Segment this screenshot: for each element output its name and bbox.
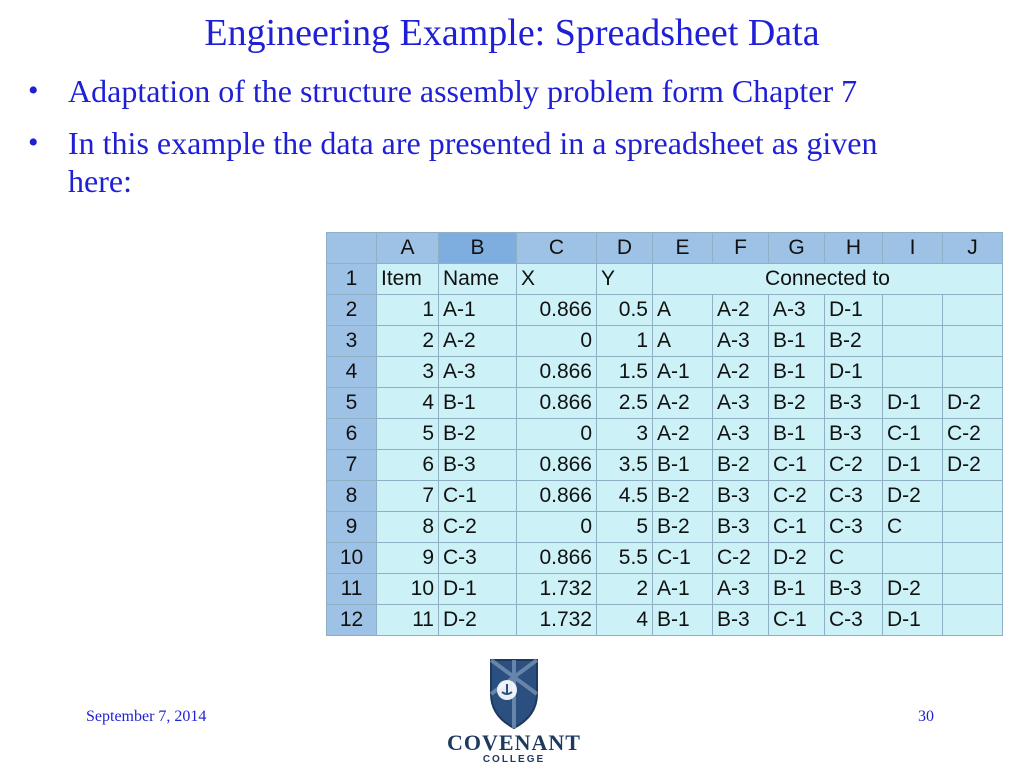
cell-item[interactable]: 4 [377, 388, 439, 419]
cell-x[interactable]: 0 [517, 326, 597, 357]
cell-item[interactable]: 7 [377, 481, 439, 512]
page-number: 30 [918, 708, 934, 725]
cell-connected[interactable]: A-3 [713, 388, 769, 419]
cell-item[interactable]: 3 [377, 357, 439, 388]
cell-x[interactable]: 0.866 [517, 481, 597, 512]
cell-name[interactable]: A-2 [439, 326, 517, 357]
cell-name[interactable]: C-1 [439, 481, 517, 512]
cell-connected[interactable]: D-1 [883, 605, 943, 636]
cell-name[interactable]: A-3 [439, 357, 517, 388]
bullet-item [28, 72, 968, 110]
cell-x[interactable]: 1.732 [517, 574, 597, 605]
cell-connected[interactable]: B-3 [825, 574, 883, 605]
cell-connected[interactable]: A-2 [653, 419, 713, 450]
cell-connected[interactable]: C [883, 512, 943, 543]
cell-connected[interactable]: A-2 [713, 357, 769, 388]
cell-connected[interactable] [943, 543, 1003, 574]
bullet-list [28, 72, 968, 214]
cell-connected[interactable]: A-3 [713, 326, 769, 357]
table-row [327, 264, 1003, 295]
table-row [327, 605, 1003, 636]
cell-connected[interactable] [943, 326, 1003, 357]
slide-title: Engineering Example: Spreadsheet Data [204, 12, 820, 54]
cell-connected[interactable]: C-3 [825, 512, 883, 543]
cell-connected[interactable]: A-3 [769, 295, 825, 326]
column-header-c[interactable]: C [517, 233, 597, 264]
row-number[interactable]: 11 [327, 574, 377, 605]
cell-name[interactable]: B-1 [439, 388, 517, 419]
cell-connected[interactable] [943, 357, 1003, 388]
cell-connected[interactable]: C-1 [769, 605, 825, 636]
spreadsheet-table [326, 232, 1003, 636]
cell-item[interactable]: 6 [377, 450, 439, 481]
cell-connected[interactable]: B-1 [769, 357, 825, 388]
table-row [327, 574, 1003, 605]
cell-x[interactable]: 0.866 [517, 388, 597, 419]
column-header-j[interactable]: J [943, 233, 1003, 264]
cell-connected[interactable]: D-2 [883, 481, 943, 512]
cell-item[interactable]: 1 [377, 295, 439, 326]
cell-name[interactable]: B-2 [439, 419, 517, 450]
cell-y[interactable]: 5.5 [597, 543, 653, 574]
bullet-dot-icon: • [28, 126, 39, 159]
cell-connected[interactable]: C-2 [943, 419, 1003, 450]
cell-connected[interactable]: B-2 [769, 388, 825, 419]
cell-connected[interactable]: C-1 [769, 512, 825, 543]
bullet-item [28, 124, 948, 200]
cell-connected[interactable] [883, 326, 943, 357]
row-number[interactable]: 8 [327, 481, 377, 512]
college-logo [444, 656, 584, 766]
column-header-d[interactable]: D [597, 233, 653, 264]
cell-connected[interactable]: C-3 [825, 605, 883, 636]
cell-connected[interactable]: D-2 [943, 450, 1003, 481]
cell-header-item[interactable]: Item [377, 264, 439, 295]
cell-y[interactable]: 3.5 [597, 450, 653, 481]
cell-connected[interactable]: B-3 [713, 512, 769, 543]
cell-connected[interactable]: B-1 [769, 419, 825, 450]
cell-item[interactable]: 11 [377, 605, 439, 636]
cell-connected[interactable]: A-1 [653, 357, 713, 388]
cell-x[interactable]: 0.866 [517, 450, 597, 481]
column-header-e[interactable]: E [653, 233, 713, 264]
cell-connected[interactable]: C-2 [825, 450, 883, 481]
table-row [327, 388, 1003, 419]
row-number[interactable]: 10 [327, 543, 377, 574]
logo-wordmark: COVENANT [447, 730, 581, 755]
cell-item[interactable]: 9 [377, 543, 439, 574]
cell-y[interactable]: 4.5 [597, 481, 653, 512]
cell-connected[interactable]: C-1 [653, 543, 713, 574]
cell-connected[interactable] [943, 481, 1003, 512]
cell-connected[interactable]: D-1 [825, 357, 883, 388]
cell-header-connected[interactable]: Connected to [653, 264, 1003, 295]
cell-y[interactable]: 4 [597, 605, 653, 636]
cell-item[interactable]: 8 [377, 512, 439, 543]
row-number[interactable]: 6 [327, 419, 377, 450]
cell-name[interactable]: C-3 [439, 543, 517, 574]
cell-connected[interactable]: D-1 [883, 388, 943, 419]
table-row [327, 357, 1003, 388]
cell-x[interactable]: 0.866 [517, 543, 597, 574]
table-row [327, 543, 1003, 574]
cell-item[interactable]: 10 [377, 574, 439, 605]
cell-connected[interactable]: D-2 [769, 543, 825, 574]
cell-item[interactable]: 5 [377, 419, 439, 450]
shield-icon [444, 656, 584, 732]
column-header-a[interactable]: A [377, 233, 439, 264]
row-number[interactable]: 12 [327, 605, 377, 636]
cell-connected[interactable] [943, 574, 1003, 605]
cell-connected[interactable]: C-2 [713, 543, 769, 574]
cell-connected[interactable] [943, 605, 1003, 636]
cell-connected[interactable] [943, 295, 1003, 326]
cell-connected[interactable]: A-1 [653, 574, 713, 605]
row-number[interactable]: 4 [327, 357, 377, 388]
table-row [327, 419, 1003, 450]
cell-name[interactable]: C-2 [439, 512, 517, 543]
table-row [327, 481, 1003, 512]
cell-connected[interactable] [883, 357, 943, 388]
cell-connected[interactable] [943, 512, 1003, 543]
cell-y[interactable]: 1.5 [597, 357, 653, 388]
column-header-b[interactable]: B [439, 233, 517, 264]
cell-item[interactable]: 2 [377, 326, 439, 357]
cell-connected[interactable]: B-2 [713, 450, 769, 481]
cell-connected[interactable]: C [825, 543, 883, 574]
cell-y[interactable]: 2.5 [597, 388, 653, 419]
cell-connected[interactable]: B-2 [653, 512, 713, 543]
cell-connected[interactable]: C-1 [769, 450, 825, 481]
column-header-g[interactable]: G [769, 233, 825, 264]
select-all-corner[interactable] [327, 233, 377, 264]
cell-x[interactable]: 0 [517, 512, 597, 543]
row-number[interactable]: 5 [327, 388, 377, 419]
cell-name[interactable]: D-1 [439, 574, 517, 605]
bullet-text: Adaptation of the structure assembly problem form Chapter 7 [68, 73, 858, 109]
cell-connected[interactable] [883, 543, 943, 574]
cell-connected[interactable]: D-1 [883, 450, 943, 481]
row-number[interactable]: 1 [327, 264, 377, 295]
cell-header-x[interactable]: X [517, 264, 597, 295]
cell-connected[interactable]: D-2 [943, 388, 1003, 419]
table-row [327, 295, 1003, 326]
cell-connected[interactable]: A-2 [653, 388, 713, 419]
bullet-text: In this example the data are presented in a spreadsheet as given here: [68, 125, 878, 199]
column-header-i[interactable]: I [883, 233, 943, 264]
column-header-h[interactable]: H [825, 233, 883, 264]
cell-y[interactable]: 0.5 [597, 295, 653, 326]
cell-connected[interactable] [883, 295, 943, 326]
cell-connected[interactable]: A-3 [713, 574, 769, 605]
cell-y[interactable]: 2 [597, 574, 653, 605]
cell-connected[interactable]: C-1 [883, 419, 943, 450]
cell-header-name[interactable]: Name [439, 264, 517, 295]
cell-name[interactable]: D-2 [439, 605, 517, 636]
row-number[interactable]: 7 [327, 450, 377, 481]
table-row [327, 512, 1003, 543]
cell-x[interactable]: 0 [517, 419, 597, 450]
cell-name[interactable]: B-3 [439, 450, 517, 481]
cell-connected[interactable]: A [653, 295, 713, 326]
cell-x[interactable]: 0.866 [517, 295, 597, 326]
cell-y[interactable]: 1 [597, 326, 653, 357]
row-number[interactable]: 2 [327, 295, 377, 326]
cell-connected[interactable]: C-2 [769, 481, 825, 512]
cell-header-y[interactable]: Y [597, 264, 653, 295]
bullet-dot-icon: • [28, 74, 39, 107]
cell-connected[interactable]: A-3 [713, 419, 769, 450]
cell-connected[interactable]: B-3 [825, 388, 883, 419]
cell-connected[interactable]: B-1 [653, 450, 713, 481]
cell-connected[interactable]: B-3 [713, 605, 769, 636]
cell-connected[interactable]: D-2 [883, 574, 943, 605]
cell-connected[interactable]: D-1 [825, 295, 883, 326]
cell-connected[interactable]: B-1 [653, 605, 713, 636]
cell-connected[interactable]: B-1 [769, 574, 825, 605]
cell-y[interactable]: 3 [597, 419, 653, 450]
row-number[interactable]: 3 [327, 326, 377, 357]
row-number[interactable]: 9 [327, 512, 377, 543]
table-row [327, 326, 1003, 357]
logo-subtitle: COLLEGE [482, 754, 546, 765]
cell-connected[interactable]: B-3 [825, 419, 883, 450]
table-row [327, 450, 1003, 481]
cell-y[interactable]: 5 [597, 512, 653, 543]
cell-connected[interactable]: B-1 [769, 326, 825, 357]
cell-x[interactable]: 1.732 [517, 605, 597, 636]
column-header-f[interactable]: F [713, 233, 769, 264]
cell-connected[interactable]: C-3 [825, 481, 883, 512]
cell-connected[interactable]: A-2 [713, 295, 769, 326]
cell-name[interactable]: A-1 [439, 295, 517, 326]
cell-connected[interactable]: A [653, 326, 713, 357]
cell-connected[interactable]: B-2 [825, 326, 883, 357]
cell-connected[interactable]: B-2 [653, 481, 713, 512]
cell-connected[interactable]: B-3 [713, 481, 769, 512]
column-header-row [327, 233, 1003, 264]
footer-date: September 7, 2014 [86, 708, 207, 725]
cell-x[interactable]: 0.866 [517, 357, 597, 388]
